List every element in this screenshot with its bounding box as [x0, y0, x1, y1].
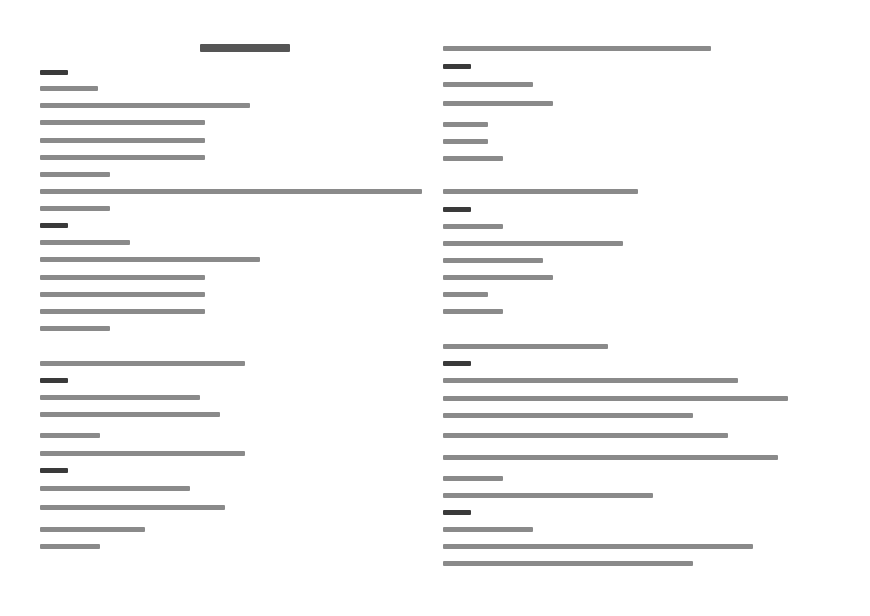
text-line-placeholder [443, 156, 503, 161]
text-line-placeholder [443, 189, 638, 194]
text-line-placeholder [443, 241, 623, 246]
text-line-placeholder [40, 138, 205, 143]
text-line-placeholder [443, 207, 471, 212]
text-line-placeholder [443, 510, 471, 515]
text-line-placeholder [443, 544, 753, 549]
text-line-placeholder [443, 258, 543, 263]
text-line-placeholder [40, 240, 130, 245]
text-line-placeholder [443, 122, 488, 127]
text-line-placeholder [443, 361, 471, 366]
text-line-placeholder [443, 275, 553, 280]
text-line-placeholder [40, 120, 205, 125]
text-line-placeholder [40, 468, 68, 473]
text-line-placeholder [40, 257, 260, 262]
text-line-placeholder [40, 505, 225, 510]
text-line-placeholder [443, 292, 488, 297]
text-line-placeholder [40, 206, 110, 211]
text-line-placeholder [40, 223, 68, 228]
text-line-placeholder [40, 412, 220, 417]
text-line-placeholder [40, 486, 190, 491]
text-line-placeholder [40, 86, 98, 91]
text-line-placeholder [443, 378, 738, 383]
text-line-placeholder [40, 70, 68, 75]
text-line-placeholder [443, 413, 693, 418]
text-line-placeholder [443, 476, 503, 481]
text-line-placeholder [443, 101, 553, 106]
text-line-placeholder [40, 433, 100, 438]
text-line-placeholder [40, 395, 200, 400]
text-line-placeholder [40, 326, 110, 331]
text-line-placeholder [443, 396, 788, 401]
text-line-placeholder [40, 378, 68, 383]
text-line-placeholder [40, 103, 250, 108]
text-line-placeholder [443, 344, 608, 349]
section-title-placeholder [200, 44, 290, 52]
text-line-placeholder [443, 493, 653, 498]
text-line-placeholder [443, 455, 778, 460]
text-line-placeholder [443, 139, 488, 144]
text-line-placeholder [40, 361, 245, 366]
text-line-placeholder [40, 275, 205, 280]
text-line-placeholder [443, 46, 711, 51]
text-line-placeholder [40, 292, 205, 297]
text-line-placeholder [443, 561, 693, 566]
text-line-placeholder [443, 433, 728, 438]
text-line-placeholder [40, 544, 100, 549]
text-line-placeholder [443, 309, 503, 314]
text-line-placeholder [40, 451, 245, 456]
text-line-placeholder [443, 82, 533, 87]
text-line-placeholder [40, 155, 205, 160]
text-line-placeholder [443, 527, 533, 532]
text-line-placeholder [40, 189, 422, 194]
text-line-placeholder [443, 224, 503, 229]
text-line-placeholder [443, 64, 471, 69]
text-line-placeholder [40, 527, 145, 532]
text-line-placeholder [40, 172, 110, 177]
text-line-placeholder [40, 309, 205, 314]
